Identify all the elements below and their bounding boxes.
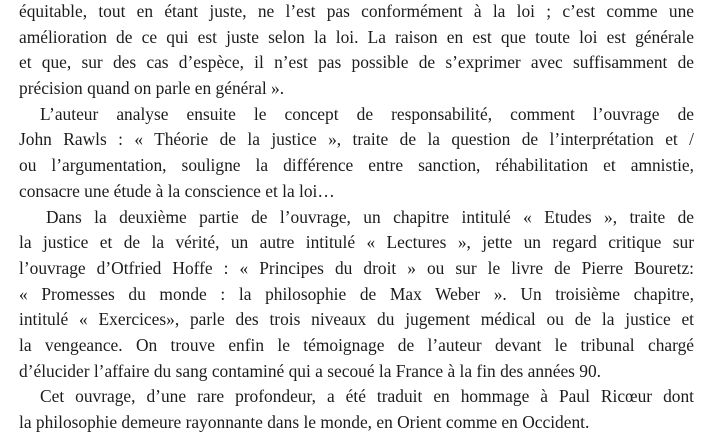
text-line: « Promesses du monde : la philosophie de Max Weber ». Un troisième chapitre, (19, 283, 694, 304)
text-line: consacre une étude à la conscience et la loi… (19, 180, 335, 201)
text-line: intitulé « Exercices», parle des trois niveaux du jugement médical ou de la justice et (19, 309, 694, 330)
paragraph-aristotle-quote (19, 0, 694, 102)
text-line: amélioration de ce qui est juste selon la loi. La raison en est que toute loi est générale (19, 26, 694, 47)
text-line: la vengeance. On trouve enfin le témoignage de l’auteur devant le tribunal chargé (19, 334, 694, 355)
text-line: la philosophie demeure rayonnante dans le monde, en Orient comme en Occident. (19, 412, 590, 432)
paragraph-second-part (19, 205, 694, 385)
text-line: la justice et de la vérité, un autre intitulé « Lectures », jette un regard critique sur (19, 232, 694, 253)
text-line: précision quand on parle en général ». (19, 78, 285, 99)
text-line: et que, sur des cas d’espèce, il n’est pas possible de s’exprimer avec suffisamment de (19, 52, 694, 73)
text-line: équitable, tout en étant juste, ne l’est pas conformément à la loi ; c’est comme une (19, 1, 694, 21)
text-line: Cet ouvrage, d’une rare profondeur, a été traduit en hommage à Paul Ricœur dont (40, 386, 694, 407)
document-page (19, 0, 694, 436)
text-line: d’élucider l’affaire du sang contaminé qui a secoué la France à la fin des années 90. (19, 360, 602, 381)
text-line: l’ouvrage d’Otfried Hoffe : « Principes du droit » ou sur le livre de Pierre Bouretz: (19, 257, 694, 278)
paragraph-conclusion (19, 384, 694, 435)
text-line: Dans la deuxième partie de l’ouvrage, un chapitre intitulé « Etudes », traite de (46, 206, 694, 227)
text-line: L’auteur analyse ensuite le concept de responsabilité, comment l’ouvrage de (40, 103, 694, 124)
text-line: ou l’argumentation, souligne la différence entre sanction, réhabilitation et amnistie, (19, 155, 694, 176)
text-line: John Rawls : « Théorie de la justice », traite de la question de l’interprétation et / (19, 129, 694, 150)
paragraph-responsibility (19, 102, 694, 205)
